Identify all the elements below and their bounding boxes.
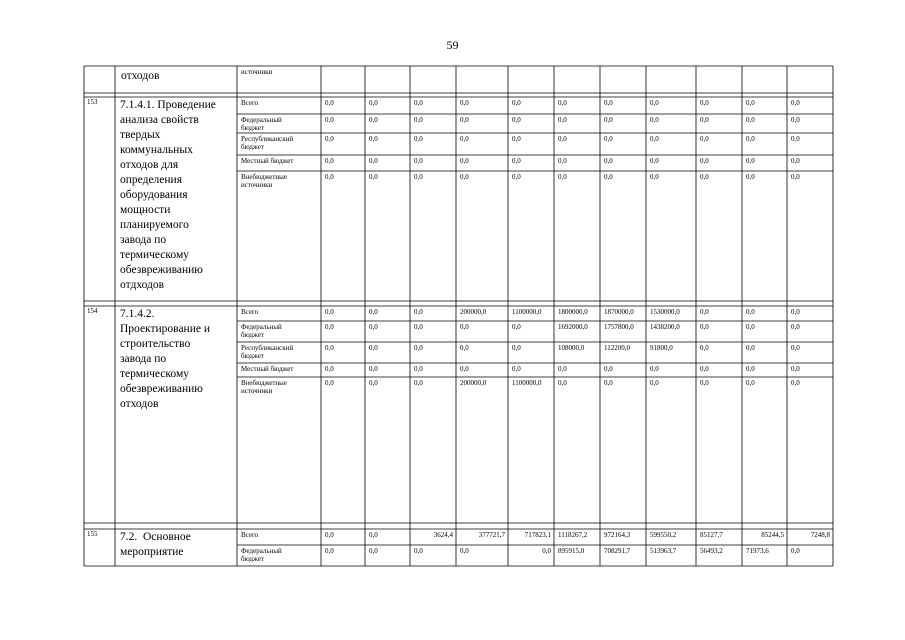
item-name: 7.1.4.1. Проведение анализа свойств твердых коммунальных отходов для определения оборудования мощности планируемого завода по термическому обезвреживанию отдходов: [120, 99, 216, 291]
table-cell: 0,0: [512, 323, 521, 331]
table-cell: 1100000,0: [512, 379, 542, 387]
table-cell: 0,0: [604, 365, 613, 373]
row-label: Федеральный бюджет: [241, 116, 282, 132]
table-cell: 377721,7: [478, 531, 505, 539]
table-cell: 0,0: [746, 323, 755, 331]
table-cell: 0,0: [460, 99, 469, 107]
table-cell: 0,0: [558, 99, 567, 107]
table-cell: 0,0: [700, 308, 709, 316]
table-cell: 0,0: [414, 116, 423, 124]
table-cell: 0,0: [325, 173, 334, 181]
row-label: Республиканский бюджет: [241, 135, 294, 151]
table-cell: 0,0: [325, 116, 334, 124]
table-cell: 0,0: [746, 379, 755, 387]
table-cell: 7248,8: [810, 531, 830, 539]
table-cell: 0,0: [369, 157, 378, 165]
table-cell: 0,0: [791, 379, 800, 387]
table-cell: 0,0: [369, 531, 378, 539]
table-cell: 0,0: [325, 99, 334, 107]
table-cell: 0,0: [414, 308, 423, 316]
row-label: Федеральный бюджет: [241, 547, 282, 563]
table-cell: 0,0: [460, 116, 469, 124]
table-cell: 71973,6: [746, 547, 769, 555]
table-cell: 0,0: [650, 173, 659, 181]
table-cell: 0,0: [369, 379, 378, 387]
row-label: Местный бюджет: [241, 365, 294, 373]
table-cell: 0,0: [650, 116, 659, 124]
table-cell: 0,0: [791, 116, 800, 124]
table-cell: 0,0: [414, 379, 423, 387]
table-cell: 0,0: [604, 157, 613, 165]
table-cell: 0,0: [542, 547, 551, 555]
table-cell: 0,0: [325, 531, 334, 539]
table-cell: 0,0: [369, 308, 378, 316]
row-label: Внебюджетные источники: [241, 379, 287, 395]
item-name: отходов: [121, 70, 160, 82]
table-cell: 0,0: [791, 365, 800, 373]
table-cell: 85244,5: [761, 531, 784, 539]
table-cell: 1118267,2: [558, 531, 588, 539]
table-cell: 0,0: [604, 116, 613, 124]
table-cell: 0,0: [746, 99, 755, 107]
page-number: 59: [446, 38, 459, 52]
table-cell: 0,0: [791, 308, 800, 316]
table-cell: 717823,1: [524, 531, 551, 539]
table-cell: 0,0: [558, 379, 567, 387]
table-cell: 0,0: [746, 135, 755, 143]
table-cell: 56493,2: [700, 547, 723, 555]
table-cell: 0,0: [512, 135, 521, 143]
row-label: Всего: [241, 99, 259, 107]
row-label: Республиканский бюджет: [241, 344, 294, 360]
table-cell: 0,0: [700, 116, 709, 124]
row-label: Внебюджетные источники: [241, 173, 287, 189]
table-cell: 0,0: [791, 547, 800, 555]
table-cell: 0,0: [791, 323, 800, 331]
table-cell: 0,0: [512, 99, 521, 107]
table-cell: 0,0: [604, 173, 613, 181]
table-cell: 0,0: [369, 365, 378, 373]
table-cell: 0,0: [700, 135, 709, 143]
table-cell: 599550,2: [650, 531, 677, 539]
table-cell: 0,0: [325, 379, 334, 387]
table-cell: 0,0: [460, 157, 469, 165]
item-name: 7.1.4.2. Проектирование и строительство завода по термическому обезвреживанию отходов: [120, 308, 210, 410]
table-cell: 0,0: [700, 344, 709, 352]
table-cell: 108000,0: [558, 344, 585, 352]
table-cell: 708291,7: [604, 547, 631, 555]
table-cell: 85127,7: [700, 531, 723, 539]
table-cell: 0,0: [650, 365, 659, 373]
table-cell: 0,0: [414, 547, 423, 555]
table-cell: 0,0: [460, 344, 469, 352]
table-cell: 895915,0: [558, 547, 585, 555]
table-cell: 0,0: [700, 99, 709, 107]
table-cell: 0,0: [700, 379, 709, 387]
table-cell: 0,0: [325, 344, 334, 352]
table-cell: 0,0: [604, 99, 613, 107]
table-cell: 0,0: [369, 344, 378, 352]
table-cell: 0,0: [700, 157, 709, 165]
row-label: Всего: [241, 531, 259, 539]
table-cell: 0,0: [414, 173, 423, 181]
table-cell: 1530000,0: [650, 308, 680, 316]
table-cell: 1692000,0: [558, 323, 588, 331]
table-cell: 0,0: [558, 116, 567, 124]
table-cell: 0,0: [460, 323, 469, 331]
row-label: источники: [241, 68, 273, 76]
table-cell: 0,0: [791, 135, 800, 143]
table-cell: 0,0: [512, 116, 521, 124]
table-cell: 0,0: [746, 365, 755, 373]
table-cell: 0,0: [414, 365, 423, 373]
table-cell: 0,0: [791, 173, 800, 181]
table-cell: 0,0: [650, 99, 659, 107]
table-cell: 91800,0: [650, 344, 673, 352]
table-cell: 3624,4: [433, 531, 453, 539]
table-cell: 0,0: [700, 323, 709, 331]
table-cell: 0,0: [746, 157, 755, 165]
table-cell: 0,0: [369, 116, 378, 124]
table-cell: 0,0: [791, 157, 800, 165]
table-cell: 0,0: [414, 323, 423, 331]
table-cell: 0,0: [460, 173, 469, 181]
table-cell: 0,0: [791, 99, 800, 107]
table-cell: 0,0: [700, 365, 709, 373]
table-cell: 0,0: [369, 547, 378, 555]
table-cell: 0,0: [460, 547, 469, 555]
table-cell: 0,0: [512, 365, 521, 373]
table-cell: 0,0: [369, 173, 378, 181]
item-number: 155: [87, 530, 98, 538]
table-cell: 0,0: [460, 365, 469, 373]
table-cell: 0,0: [325, 547, 334, 555]
table-cell: 972164,3: [604, 531, 631, 539]
table-cell: 1757800,0: [604, 323, 634, 331]
table-cell: 0,0: [369, 135, 378, 143]
table-cell: 0,0: [512, 173, 521, 181]
table-cell: 200000,0: [460, 308, 487, 316]
table-cell: 0,0: [650, 157, 659, 165]
item-number: 153: [87, 98, 98, 106]
table-cell: 200000,0: [460, 379, 487, 387]
table-cell: 0,0: [325, 135, 334, 143]
table-cell: 0,0: [369, 323, 378, 331]
table-cell: 112200,0: [604, 344, 630, 352]
row-label: Федеральный бюджет: [241, 323, 282, 339]
table-cell: 0,0: [746, 308, 755, 316]
table-cell: 0,0: [791, 344, 800, 352]
item-name: 7.2. Основное мероприятие: [120, 531, 191, 558]
item-number: 154: [87, 307, 98, 315]
table-cell: 0,0: [558, 157, 567, 165]
table-cell: 0,0: [369, 99, 378, 107]
table-cell: 0,0: [558, 365, 567, 373]
table-cell: 1100000,0: [512, 308, 542, 316]
row-label: Местный бюджет: [241, 157, 294, 165]
table-cell: 0,0: [460, 135, 469, 143]
row-label: Всего: [241, 308, 259, 316]
table-cell: 1438200,0: [650, 323, 680, 331]
table-cell: 0,0: [604, 379, 613, 387]
table-cell: 0,0: [746, 344, 755, 352]
table-cell: 0,0: [414, 157, 423, 165]
table-cell: 0,0: [558, 135, 567, 143]
table-cell: 0,0: [325, 365, 334, 373]
table-cell: 0,0: [414, 135, 423, 143]
table-cell: 0,0: [650, 379, 659, 387]
table-cell: 0,0: [650, 135, 659, 143]
table-cell: 0,0: [325, 323, 334, 331]
table-cell: 0,0: [414, 99, 423, 107]
table-cell: 1870000,0: [604, 308, 634, 316]
table-cell: 0,0: [325, 157, 334, 165]
table-cell: 0,0: [325, 308, 334, 316]
table-cell: 0,0: [746, 116, 755, 124]
table-cell: 513963,7: [650, 547, 677, 555]
table-cell: 0,0: [700, 173, 709, 181]
table-cell: 0,0: [746, 173, 755, 181]
table-cell: 0,0: [512, 344, 521, 352]
table-cell: 0,0: [512, 157, 521, 165]
table-cell: 1800000,0: [558, 308, 588, 316]
table-cell: 0,0: [414, 344, 423, 352]
table-cell: 0,0: [604, 135, 613, 143]
table-cell: 0,0: [558, 173, 567, 181]
